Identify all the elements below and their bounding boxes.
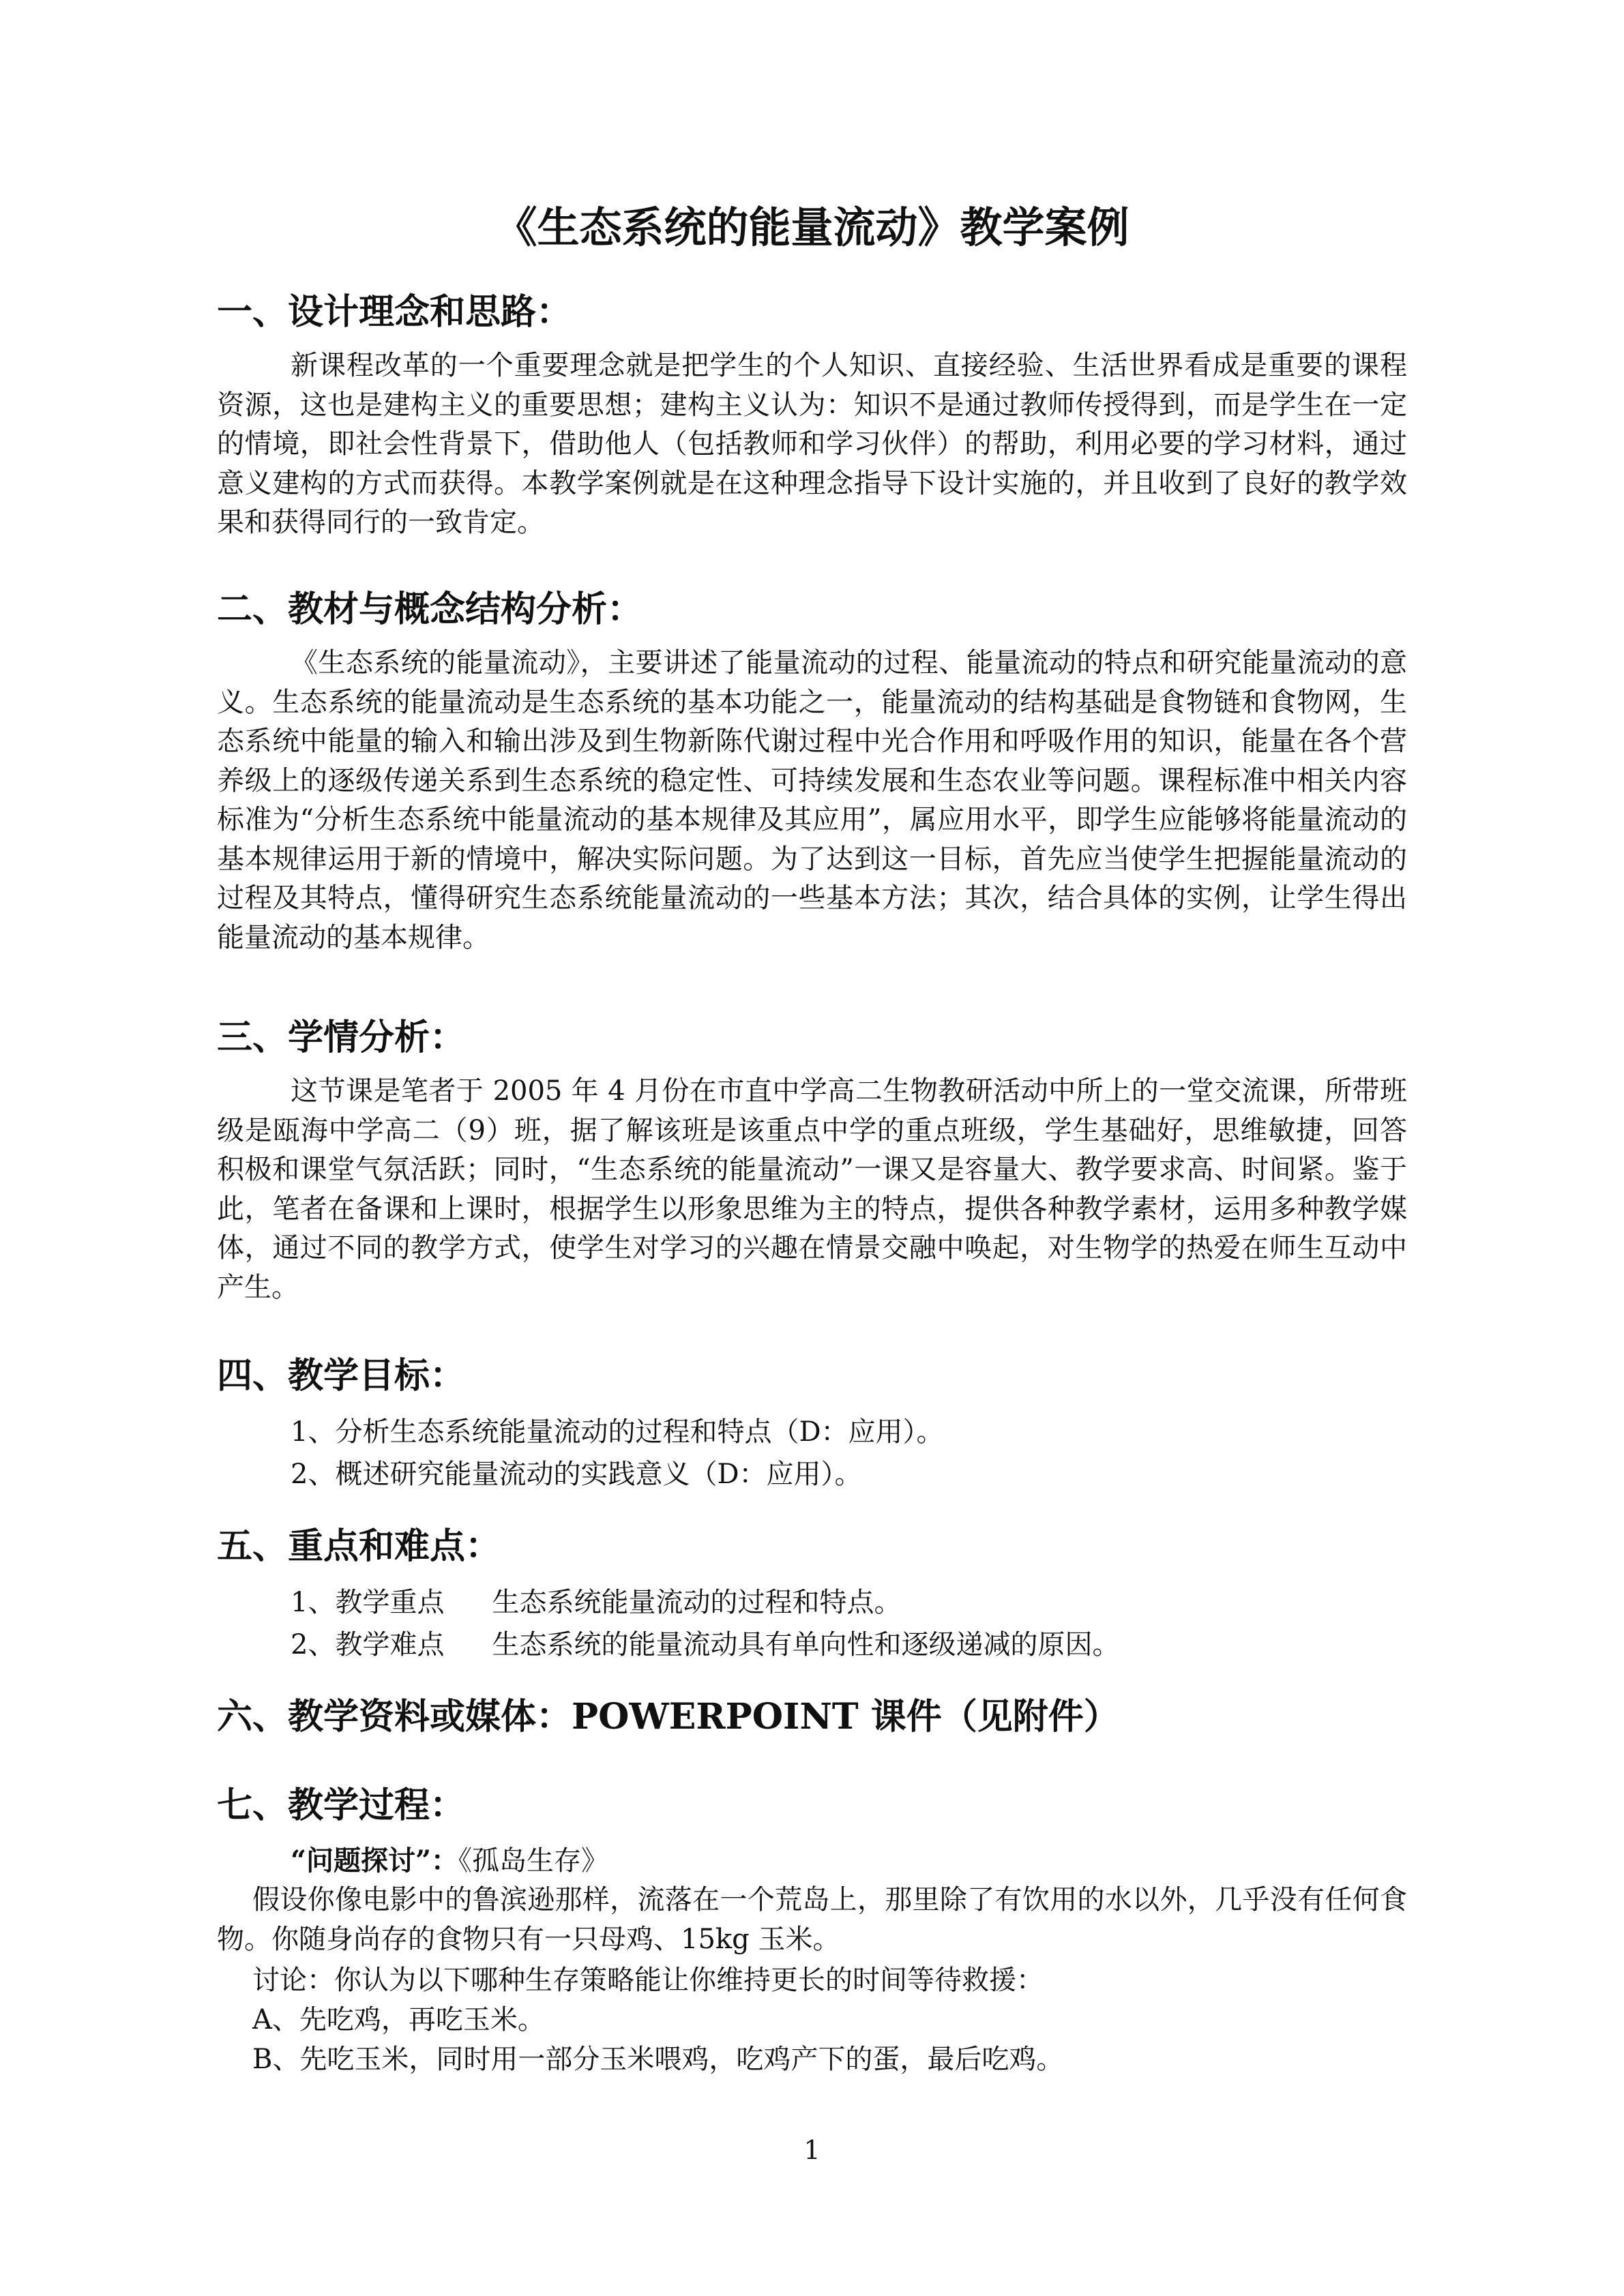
key-point-text: 生态系统能量流动的过程和特点。: [492, 1587, 902, 1618]
section-heading-teaching-process: 七、教学过程：: [217, 1785, 466, 1826]
key-point-label: 1、教学重点: [291, 1587, 445, 1618]
key-point-item: [291, 1583, 901, 1623]
section-heading-material-analysis: 二、教材与概念结构分析：: [217, 588, 643, 630]
difficulty-text: 生态系统的能量流动具有单向性和逐级递减的原因。: [492, 1629, 1120, 1660]
document-title: 《生态系统的能量流动》教学案例: [494, 203, 1130, 252]
discussion-title: 《孤岛生存》: [458, 1845, 609, 1877]
section-paragraph-design-concept: 新课程改革的一个重要理念就是把学生的个人知识、直接经验、生活世界看成是重要的课程资源，这也是建构主义的重要思想；建构主义认为：知识不是通过教师传授得到，而是学生在一定的情境，即社会性背景下，借助他人（包括教师和学习伙伴）的帮助，利用必要的学习材料，通过意义建构的方式而获得。本教学案例就是在这种理念指导下设计实施的，并且收到了良好的教学效果和获得同行的一致肯定。: [217, 350, 1407, 538]
page-number: 1: [803, 2135, 821, 2165]
section-heading-key-points: 五、重点和难点：: [217, 1525, 501, 1567]
discussion-line: [291, 1841, 608, 1881]
section-heading-teaching-media: 六、教学资料或媒体：POWERPOINT 课件（见附件）: [217, 1696, 1119, 1738]
discussion-prompt: 讨论：你认为以下哪种生存策略能让你维持更长的时间等待救援：: [252, 1965, 1044, 1996]
section-heading-student-analysis: 三、学情分析：: [217, 1017, 466, 1058]
discussion-label: “问题探讨”：: [291, 1845, 459, 1877]
goal-item: 2、概述研究能量流动的实践意义（D：应用）。: [291, 1459, 862, 1490]
difficulty-label: 2、教学难点: [291, 1629, 445, 1660]
section-heading-design-concept: 一、设计理念和思路：: [217, 291, 572, 333]
section-paragraph-student-analysis: 这节课是笔者于 2005 年 4 月份在市直中学高二生物教研活动中所上的一堂交流课，所带班级是瓯海中学高二（9）班，据了解该班是该重点中学的重点班级，学生基础好，思维敏捷，回答积极和课堂气氛活跃；同时，“生态系统的能量流动”一课又是容量大、教学要求高、时间紧。鉴于此，笔者在备课和上课时，根据学生以形象思维为主的特点，提供各种教学素材，运用多种教学媒体，通过不同的教学方式，使学生对学习的兴趣在情景交融中唤起，对生物学的热爱在师生互动中产生。: [217, 1075, 1407, 1303]
goal-item: 1、分析生态系统能量流动的过程和特点（D：应用）。: [291, 1416, 944, 1448]
difficulty-item: [291, 1626, 1119, 1665]
section-paragraph-material-analysis: 《生态系统的能量流动》，主要讲述了能量流动的过程、能量流动的特点和研究能量流动的意义。生态系统的能量流动是生态系统的基本功能之一，能量流动的结构基础是食物链和食物网，生态系统中能量的输入和输出涉及到生物新陈代谢过程中光合作用和呼吸作用的知识，能量在各个营养级上的逐级传递关系到生态系统的稳定性、可持续发展和生态农业等问题。课程标准中相关内容标准为“分析生态系统中能量流动的基本规律及其应用”，属应用水平，即学生应能够将能量流动的基本规律运用于新的情境中，解决实际问题。为了达到这一目标，首先应当使学生把握能量流动的过程及其特点，懂得研究生态系统能量流动的一些基本方法；其次，结合具体的实例，让学生得出能量流动的基本规律。: [217, 647, 1407, 953]
option-a: A、先吃鸡，再吃玉米。: [252, 2004, 545, 2036]
scenario-paragraph: 假设你像电影中的鲁滨逊那样，流落在一个荒岛上，那里除了有饮用的水以外，几乎没有任何食物。你随身尚存的食物只有一只母鸡、15kg 玉米。: [217, 1884, 1407, 1955]
option-b: B、先吃玉米，同时用一部分玉米喂鸡，吃鸡产下的蛋，最后吃鸡。: [252, 2044, 1064, 2075]
section-heading-teaching-goals: 四、教学目标：: [217, 1355, 466, 1397]
